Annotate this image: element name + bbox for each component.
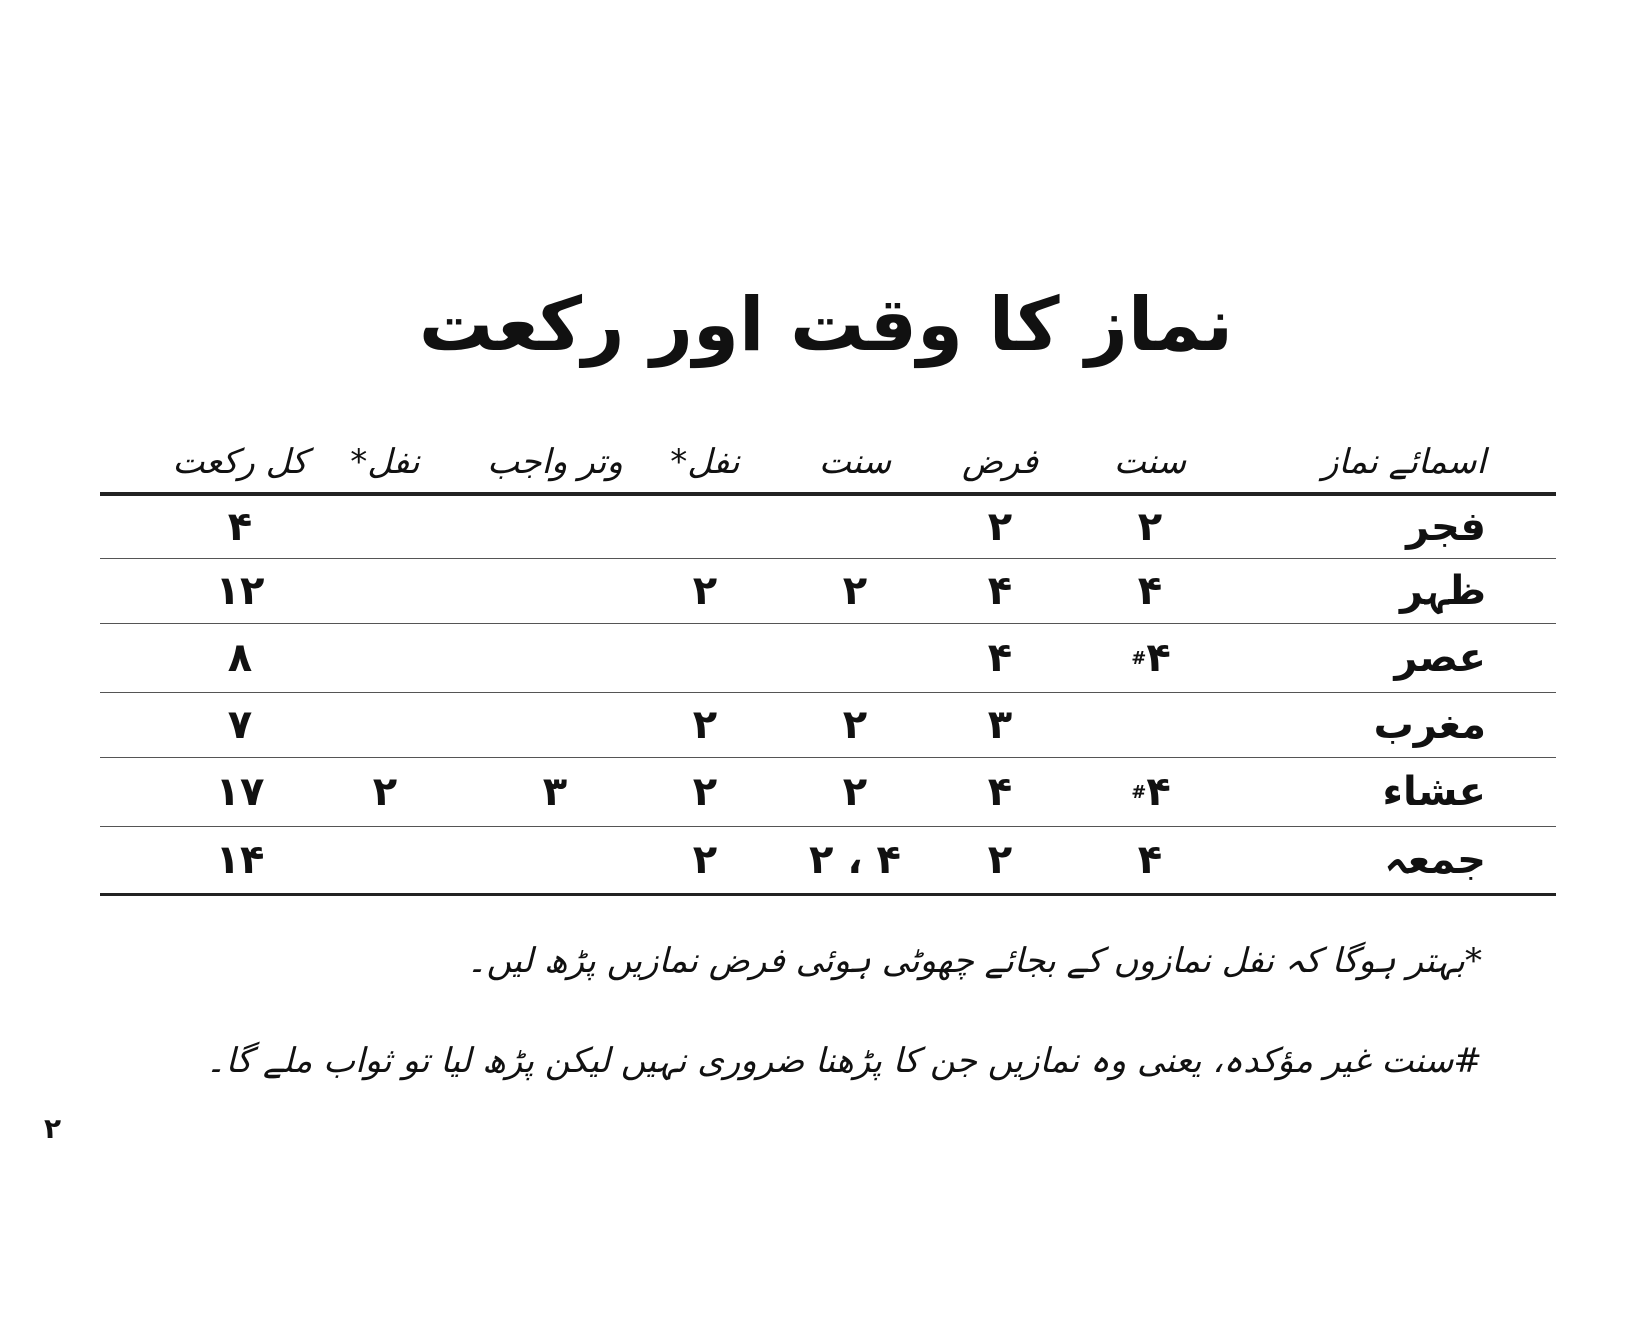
nafl-value: ۲ (692, 568, 718, 614)
farz-value: ۲ (987, 837, 1013, 883)
table-row-asr (100, 624, 1556, 693)
nafl-value: ۲ (692, 769, 718, 815)
table-row-jumuah (100, 827, 1556, 896)
witr-value: ۳ (542, 769, 568, 815)
table-row-zuhr (100, 559, 1556, 624)
nafl-value: ۲ (692, 837, 718, 883)
nafl-value: ۲ (692, 702, 718, 748)
total-rakat-value: ۱۴ (215, 837, 265, 883)
sunnat-value: ۴ (1146, 635, 1171, 681)
footnote-nafl: *بہتر ہوگا کہ نفل نمازوں کے بجائے چھوٹی ہوئی فرض نمازیں پڑھ لیں۔ (466, 941, 1482, 981)
nafl-after-witr-value: ۲ (372, 769, 398, 815)
page-title: نماز کا وقت اور رکعت (418, 282, 1234, 368)
total-rakat-value: ۸ (227, 635, 253, 681)
sunnat-before-value: ۲ (1137, 504, 1163, 550)
header-witr-wajib: وتر واجب (487, 442, 623, 482)
header-farz: فرض (961, 442, 1039, 482)
total-rakat-value: ۱۷ (215, 769, 265, 815)
ghair-muakkadah-mark: # (1131, 781, 1147, 803)
sunnat-after-value: ۲ (842, 702, 868, 748)
farz-value: ۴ (987, 769, 1013, 815)
table-row-isha (100, 758, 1556, 827)
prayer-name: عشاء (1382, 769, 1486, 815)
farz-value: ۴ (987, 635, 1013, 681)
prayer-name: عصر (1394, 635, 1486, 681)
table-header-row (100, 430, 1556, 496)
sunnat-after-value: ۲ (842, 568, 868, 614)
prayer-rakat-table (100, 430, 1556, 896)
sunnat-after-value: ۲ (842, 769, 868, 815)
total-rakat-value: ۷ (227, 702, 253, 748)
farz-value: ۲ (987, 504, 1013, 550)
farz-value: ۴ (987, 568, 1013, 614)
sunnat-value: ۴ (1146, 769, 1171, 815)
total-rakat-value: ۱۲ (215, 568, 265, 614)
farz-value: ۳ (987, 702, 1013, 748)
page-number: ۲ (44, 1112, 62, 1145)
sunnat-before-value (1129, 624, 1171, 692)
prayer-name: ظہر (1400, 568, 1486, 614)
header-total-rakat: کل رکعت (172, 442, 308, 482)
prayer-name: مغرب (1373, 702, 1486, 748)
header-sunnat-after: سنت (818, 442, 892, 482)
header-prayer-name: اسمائے نماز (1321, 442, 1486, 482)
header-nafl: نفل* (670, 442, 740, 482)
prayer-name: جمعہ (1384, 837, 1486, 883)
sunnat-before-value: ۴ (1137, 837, 1163, 883)
table-row-fajr (100, 496, 1556, 559)
header-nafl-after-witr: نفل* (350, 442, 420, 482)
sunnat-after-value: ۴ ، ۲ (809, 837, 901, 883)
sunnat-before-value (1129, 758, 1171, 826)
total-rakat-value: ۴ (227, 504, 253, 550)
sunnat-before-value: ۴ (1137, 568, 1163, 614)
header-sunnat-before: سنت (1113, 442, 1187, 482)
table-row-maghrib (100, 693, 1556, 758)
footnote-sunnat-ghair-muakkadah: #سنت غیر مؤکدہ، یعنی وہ نمازیں جن کا پڑھنا ضروری نہیں لیکن پڑھ لیا تو ثواب ملے گا۔ (205, 1041, 1482, 1081)
prayer-name: فجر (1406, 504, 1486, 550)
ghair-muakkadah-mark: # (1131, 647, 1147, 669)
